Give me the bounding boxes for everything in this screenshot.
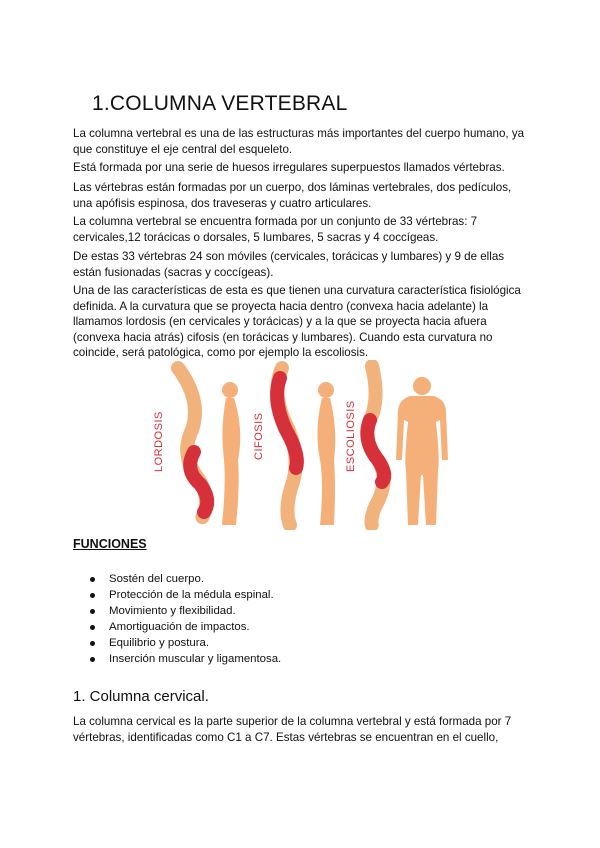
paragraph-vertebra-count: La columna vertebral se encuentra formada por un conjunto de 33 vértebras: 7 cervicales,12 torácicas o dorsales, 5 lumbares, 5 sacras y 4 coccígeas. xyxy=(73,215,478,244)
funciones-list xyxy=(73,571,281,667)
paragraph-vertebra-parts: Las vértebras están formadas por un cuerpo, dos láminas vertebrales, dos pedículos, una apófisis espinosa, dos traveseras y cuatro articulares. xyxy=(73,181,512,210)
list-item: Inserción muscular y ligamentosa. xyxy=(73,651,281,667)
paragraph-cervical: La columna cervical es la parte superior de la columna vertebral y está formada por 7 vértebras, identificadas como C1 a C7. Estas vértebras se encuentran en el cuello, xyxy=(73,715,512,744)
paragraph-curvature: Una de las características de esta es que tienen una curvatura característica fisiológica definida. A la curvatura que se proyecta hacia dentro (convexa hacia adelante) la llamamos lordosis (en cervicales y torácicas) y a la que se proyecta hacia afuera (convexa hacia atrás) cifosis (en torácicas y lumbares). Cuando esta curvatura no coincide, será patológica, como por ejemplo la escoliosis. xyxy=(73,284,521,359)
body-silhouette-escoliosis xyxy=(396,377,448,525)
list-item: Amortiguación de impactos. xyxy=(73,619,281,635)
funciones-heading: FUNCIONES xyxy=(73,537,147,551)
section-heading-cervical: 1. Columna cervical. xyxy=(73,688,209,705)
spine-escoliosis xyxy=(367,366,384,526)
page-title: 1.COLUMNA VERTEBRAL xyxy=(92,92,348,115)
paragraph-formation: Está formada por una serie de huesos irregulares superpuestos llamados vértebras. xyxy=(73,161,505,174)
list-item: Sostén del cuerpo. xyxy=(73,571,281,587)
list-item: Equilibrio y postura. xyxy=(73,635,281,651)
body-silhouette-cifosis xyxy=(317,382,335,525)
spine-lordosis xyxy=(178,368,207,518)
list-item: Protección de la médula espinal. xyxy=(73,587,281,603)
spine-curvature-illustration xyxy=(140,360,460,530)
spine-cifosis xyxy=(277,368,297,525)
label-escoliosis: ESCOLIOSIS xyxy=(345,400,357,472)
paragraph-intro: La columna vertebral es una de las estructuras más importantes del cuerpo humano, ya que constituye el eje central del esqueleto. xyxy=(73,127,525,156)
paragraph-mobile-fused: De estas 33 vértebras 24 son móviles (cervicales, torácicas y lumbares) y 9 de ellas están fusionadas (sacras y coccígeas). xyxy=(73,250,505,279)
label-lordosis: LORDOSIS xyxy=(153,411,165,472)
list-item: Movimiento y flexibilidad. xyxy=(73,603,281,619)
label-cifosis: CIFOSIS xyxy=(253,412,265,460)
body-silhouette-lordosis xyxy=(222,382,240,525)
